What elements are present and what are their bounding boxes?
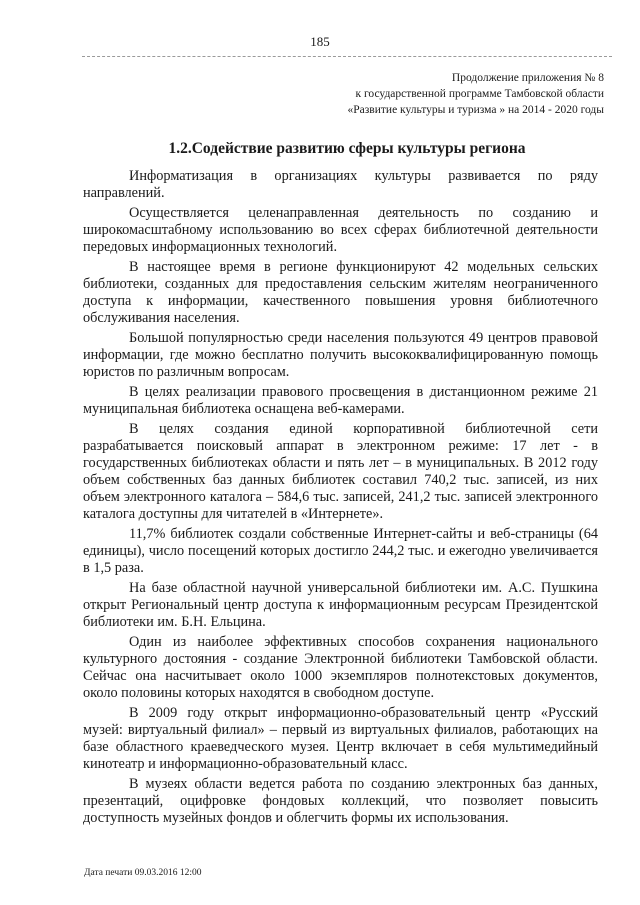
paragraph-presidential-library: На базе областной научной универсальной библиотеки им. А.С. Пушкина открыт Региональный центр доступа к информационным ресурсам Президентской библиотеки им. Б.Н. Ельцина.: [83, 580, 598, 630]
paragraph-informatization: Информатизация в организациях культуры развивается по ряду направлений.: [83, 168, 598, 201]
appendix-note: [300, 70, 604, 118]
paragraph-websites: 11,7% библиотек создали собственные Интернет-сайты и веб-страницы (64 единицы), число посещений которых достигло 244,2 тыс. и ежегодно увеличивается в 1,5 раза.: [83, 526, 598, 576]
paragraph-web-cameras: В целях реализации правового просвещения в дистанционном режиме 21 муниципальная библиотека оснащена веб-камерами.: [83, 384, 598, 417]
paragraph-museum-databases: В музеях области ведется работа по созданию электронных баз данных, презентаций, оцифровке фондовых коллекций, что позволяет повысить доступность музейных фондов и облегчить формы их использования.: [83, 776, 598, 826]
body-text: [83, 168, 598, 830]
paragraph-legal-centers: Большой популярностью среди населения пользуются 49 центров правовой информации, где можно бесплатно получить высококвалифицированную помощь юристов по различным вопросам.: [83, 330, 598, 380]
paragraph-electronic-library: Один из наиболее эффективных способов сохранения национального культурного достояния - создание Электронной библиотеки Тамбовской области. Сейчас она насчитывает около 1000 экземпляров полнотекстовых документов, около половины которых находятся в свободном доступе.: [83, 634, 598, 701]
paragraph-russian-museum: В 2009 году открыт информационно-образовательный центр «Русский музей: виртуальный филиал» – первый из виртуальных филиалов, работающих на базе областного краеведческого музея. Центр включает в себя мультимедийный кинотеатр и информационно-образовательный класс.: [83, 705, 598, 772]
print-date: Дата печати 09.03.2016 12:00: [84, 868, 202, 878]
paragraph-library-technologies: Осуществляется целенаправленная деятельность по созданию и широкомасштабному использованию во всех сферах библиотечной деятельности передовых информационных технологий.: [83, 205, 598, 255]
appendix-note-line-1: Продолжение приложения № 8: [451, 72, 604, 84]
section-title: 1.2.Содействие развитию сферы культуры региона: [168, 140, 526, 157]
paragraph-model-libraries: В настоящее время в регионе функционируют 42 модельных сельских библиотеки, созданных для предоставления сельским жителям неограниченного доступа к информации, качественного повышения уровня библиотечного обслуживания населения.: [83, 259, 598, 326]
paragraph-corporate-network: В целях создания единой корпоративной библиотечной сети разрабатывается поисковый аппарат в электронном режиме: 17 лет - в государственных библиотеках области и пять лет – в муниципальных. В 2012 году объем собственных баз данных библиотек составил 740,2 тыс. записей, из них объем электронного каталога – 584,6 тыс. записей, 241,2 тыс. записей электронного каталога доступны для читателей в «Интернете».: [83, 421, 598, 522]
page-number: 185: [310, 34, 330, 49]
header-divider: [82, 56, 612, 57]
appendix-note-line-3: «Развитие культуры и туризма » на 2014 - 2020 годы: [347, 104, 604, 116]
appendix-note-line-2: к государственной программе Тамбовской области: [355, 88, 604, 100]
